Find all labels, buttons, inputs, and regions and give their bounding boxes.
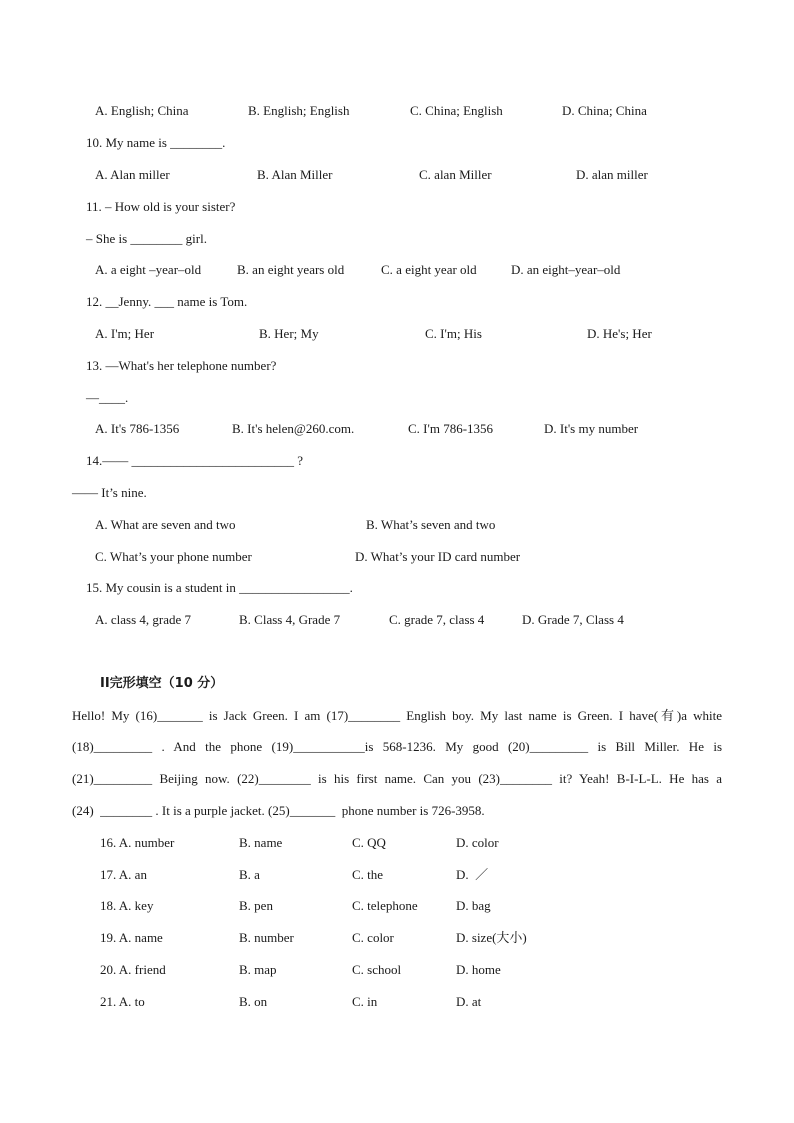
q15-option-d: D. Grade 7, Class 4 (522, 612, 624, 627)
passage-line-4: (24) ________ . It is a purple jacket. (25)_______ phone number is 726-3958. (72, 803, 485, 818)
q11-option-d: D. an eight–year–old (511, 262, 621, 277)
item-16-c: C. QQ (352, 835, 386, 850)
q12-option-d: D. He's; Her (587, 326, 652, 341)
item-19-a: 19. A. name (100, 930, 163, 945)
q10-option-b: B. Alan Miller (257, 167, 333, 182)
item-16-d: D. color (456, 835, 499, 850)
q10-option-a: A. Alan miller (95, 167, 170, 182)
q10-stem: 10. My name is ________. (86, 135, 226, 150)
q14-option-c: C. What’s your phone number (95, 549, 252, 564)
q12-option-a: A. I'm; Her (95, 326, 155, 341)
q14-option-b: B. What’s seven and two (366, 517, 496, 532)
q9-option-d: D. China; China (562, 103, 647, 118)
q13-option-c: C. I'm 786-1356 (408, 421, 494, 436)
q9-option-a: A. English; China (95, 103, 189, 118)
item-20-b: B. map (239, 962, 277, 977)
item-21-b: B. on (239, 994, 268, 1009)
item-19-b: B. number (239, 930, 294, 945)
section-heading: II完形填空（10 分） (100, 676, 224, 691)
q14-option-a: A. What are seven and two (95, 517, 236, 532)
q10-option-c: C. alan Miller (419, 167, 492, 182)
q11-answer-line: – She is ________ girl. (86, 231, 207, 246)
q12-option-c: C. I'm; His (425, 326, 482, 341)
q9-option-b: B. English; English (248, 103, 350, 118)
q13-stem: 13. —What's her telephone number? (86, 358, 277, 373)
q14-stem: 14.—— _________________________ ? (86, 453, 304, 468)
item-17-c: C. the (352, 867, 384, 882)
passage-line-2: (18)_________ . And the phone (19)___________is 568-1236. My good (20)_________ is Bill Miller. He is (72, 739, 722, 754)
q12-option-b: B. Her; My (259, 326, 319, 341)
q10-option-d: D. alan miller (576, 167, 648, 182)
item-21-a: 21. A. to (100, 994, 145, 1009)
item-21-c: C. in (352, 994, 378, 1009)
passage-line-3: (21)_________ Beijing now. (22)________ is his first name. Can you (23)________ it? Yeah! B-I-L-L. He has a (72, 771, 722, 786)
q12-stem: 12. __Jenny. ___ name is Tom. (86, 294, 248, 309)
passage-line-1: Hello! My (16)_______ is Jack Green. I am (17)________ English boy. My last name is Green. I have(有)a white (72, 708, 722, 723)
q11-option-a: A. a eight –year–old (95, 262, 202, 277)
q14-option-d: D. What’s your ID card number (355, 549, 521, 564)
q9-option-c: C. China; English (410, 103, 503, 118)
item-21-d: D. at (456, 994, 482, 1009)
item-20-c: C. school (352, 962, 402, 977)
item-17-b: B. a (239, 867, 260, 882)
q14-answer-line: —— It’s nine. (72, 485, 147, 500)
item-20-a: 20. A. friend (100, 962, 166, 977)
q11-option-b: B. an eight years old (237, 262, 345, 277)
item-18-c: C. telephone (352, 898, 418, 913)
item-18-b: B. pen (239, 898, 273, 913)
q15-option-c: C. grade 7, class 4 (389, 612, 485, 627)
item-18-d: D. bag (456, 898, 491, 913)
q13-option-b: B. It's helen@260.com. (232, 421, 355, 436)
q15-option-a: A. class 4, grade 7 (95, 612, 192, 627)
q15-stem: 15. My cousin is a student in _________________. (86, 580, 353, 595)
item-18-a: 18. A. key (100, 898, 154, 913)
item-17-a: 17. A. an (100, 867, 147, 882)
q15-option-b: B. Class 4, Grade 7 (239, 612, 341, 627)
q11-stem: 11. – How old is your sister? (86, 199, 236, 214)
q13-answer-line: —____. (86, 390, 129, 405)
q11-option-c: C. a eight year old (381, 262, 477, 277)
item-20-d: D. home (456, 962, 501, 977)
q13-option-a: A. It's 786-1356 (95, 421, 180, 436)
item-17-d: D. ／ (456, 867, 489, 882)
q13-option-d: D. It's my number (544, 421, 639, 436)
item-19-d: D. size(大小) (456, 930, 527, 945)
item-16-b: B. name (239, 835, 283, 850)
item-16-a: 16. A. number (100, 835, 175, 850)
item-19-c: C. color (352, 930, 394, 945)
